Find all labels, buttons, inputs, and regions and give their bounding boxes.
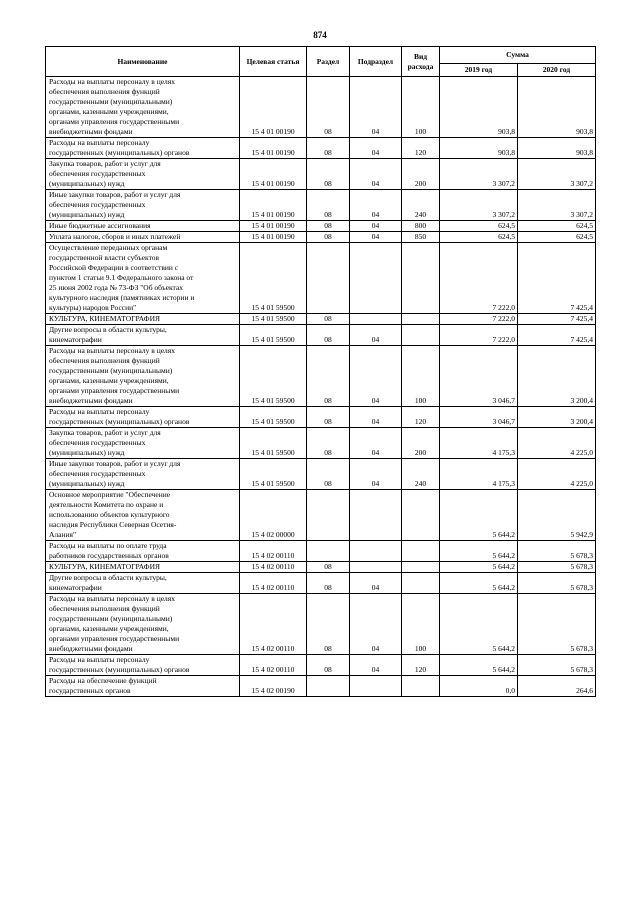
row-sum-2020: 4 225,0 — [518, 428, 596, 459]
row-sum-2020: 5 678,3 — [518, 562, 596, 573]
row-name: Расходы на выплаты по оплате труда работников государственных органов — [46, 541, 240, 562]
row-expense-type: 200 — [402, 428, 440, 459]
row-name: КУЛЬТУРА, КИНЕМАТОГРАФИЯ — [46, 562, 240, 573]
header-expense-type: Вид расхода — [402, 47, 440, 77]
row-sum-2020: 264,6 — [518, 676, 596, 697]
row-subsection: 04 — [350, 138, 402, 159]
row-expense-type: 100 — [402, 594, 440, 655]
row-expense-type: 100 — [402, 77, 440, 138]
table-row — [46, 314, 596, 325]
row-expense-type: 800 — [402, 221, 440, 232]
row-subsection: 04 — [350, 407, 402, 428]
row-subsection — [350, 243, 402, 314]
row-sum-2019: 3 307,2 — [440, 190, 518, 221]
header-sum: Сумма — [440, 47, 596, 64]
row-sum-2019: 5 644,2 — [440, 490, 518, 541]
row-sum-2020: 624,5 — [518, 221, 596, 232]
row-name: КУЛЬТУРА, КИНЕМАТОГРАФИЯ — [46, 314, 240, 325]
row-target: 15 4 02 00000 — [240, 490, 307, 541]
row-name: Расходы на выплаты персоналу государственных (муниципальных) органов — [46, 138, 240, 159]
row-sum-2020: 7 425,4 — [518, 243, 596, 314]
header-year-2019: 2019 год — [440, 64, 518, 77]
row-target: 15 4 01 00190 — [240, 190, 307, 221]
row-subsection: 04 — [350, 459, 402, 490]
row-sum-2019: 5 644,2 — [440, 541, 518, 562]
row-expense-type — [402, 243, 440, 314]
row-section: 08 — [307, 655, 350, 676]
row-name: Другие вопросы в области культуры, кинематографии — [46, 573, 240, 594]
row-subsection: 04 — [350, 159, 402, 190]
row-sum-2019: 0,0 — [440, 676, 518, 697]
row-sum-2019: 624,5 — [440, 221, 518, 232]
row-sum-2019: 903,8 — [440, 138, 518, 159]
row-expense-type — [402, 314, 440, 325]
row-section — [307, 243, 350, 314]
table-row — [46, 138, 596, 159]
row-subsection — [350, 490, 402, 541]
row-section: 08 — [307, 594, 350, 655]
row-sum-2019: 7 222,0 — [440, 325, 518, 346]
table-row — [46, 428, 596, 459]
row-section: 08 — [307, 77, 350, 138]
row-subsection: 04 — [350, 655, 402, 676]
table-row — [46, 541, 596, 562]
row-target: 15 4 01 59500 — [240, 459, 307, 490]
table-row — [46, 676, 596, 697]
row-name: Другие вопросы в области культуры, кинематографии — [46, 325, 240, 346]
row-section: 08 — [307, 314, 350, 325]
table-row — [46, 655, 596, 676]
table-row — [46, 325, 596, 346]
row-subsection: 04 — [350, 232, 402, 243]
row-sum-2019: 624,5 — [440, 232, 518, 243]
row-subsection: 04 — [350, 190, 402, 221]
row-section: 08 — [307, 325, 350, 346]
row-expense-type: 100 — [402, 346, 440, 407]
header-target: Целевая статья — [240, 47, 307, 77]
row-expense-type — [402, 562, 440, 573]
header-name: Наименование — [46, 47, 240, 77]
table-row — [46, 594, 596, 655]
row-target: 15 4 02 00110 — [240, 562, 307, 573]
row-subsection — [350, 676, 402, 697]
row-section — [307, 676, 350, 697]
header-section: Раздел — [307, 47, 350, 77]
row-target: 15 4 02 00190 — [240, 676, 307, 697]
table-row — [46, 243, 596, 314]
row-expense-type — [402, 325, 440, 346]
row-target: 15 4 01 00190 — [240, 138, 307, 159]
row-name: Иные бюджетные ассигнования — [46, 221, 240, 232]
table-row — [46, 459, 596, 490]
row-subsection: 04 — [350, 77, 402, 138]
row-sum-2019: 7 222,0 — [440, 243, 518, 314]
row-expense-type: 200 — [402, 159, 440, 190]
row-sum-2020: 5 678,3 — [518, 655, 596, 676]
row-section: 08 — [307, 159, 350, 190]
row-section: 08 — [307, 573, 350, 594]
table-row — [46, 159, 596, 190]
row-section: 08 — [307, 232, 350, 243]
row-expense-type: 120 — [402, 407, 440, 428]
row-name: Расходы на выплаты персоналу в целях обеспечения выполнения функций государственными (муниципальными) органами, казенными учреждениями, органами управления государственными внебюджетными фондами — [46, 594, 240, 655]
row-sum-2019: 4 175,3 — [440, 459, 518, 490]
row-name: Расходы на выплаты персоналу государственных (муниципальных) органов — [46, 655, 240, 676]
row-sum-2019: 3 046,7 — [440, 346, 518, 407]
row-sum-2020: 3 307,2 — [518, 159, 596, 190]
table-row — [46, 562, 596, 573]
row-expense-type: 850 — [402, 232, 440, 243]
table-row — [46, 190, 596, 221]
row-sum-2019: 903,8 — [440, 77, 518, 138]
table-row — [46, 346, 596, 407]
row-sum-2020: 5 678,3 — [518, 573, 596, 594]
row-target: 15 4 01 00190 — [240, 221, 307, 232]
row-sum-2019: 5 644,2 — [440, 573, 518, 594]
row-section: 08 — [307, 221, 350, 232]
table-row — [46, 221, 596, 232]
row-expense-type: 120 — [402, 138, 440, 159]
row-section — [307, 541, 350, 562]
table-row — [46, 407, 596, 428]
row-name: Иные закупки товаров, работ и услуг для обеспечения государственных (муниципальных) нужд — [46, 459, 240, 490]
row-sum-2020: 7 425,4 — [518, 314, 596, 325]
row-target: 15 4 02 00110 — [240, 541, 307, 562]
row-name: Расходы на обеспечение функций государственных органов — [46, 676, 240, 697]
row-expense-type: 240 — [402, 459, 440, 490]
row-subsection — [350, 562, 402, 573]
page-number: 874 — [313, 30, 327, 40]
header-year-2020: 2020 год — [518, 64, 596, 77]
row-expense-type: 240 — [402, 190, 440, 221]
row-section: 08 — [307, 562, 350, 573]
row-target: 15 4 01 59500 — [240, 314, 307, 325]
row-section: 08 — [307, 428, 350, 459]
row-sum-2020: 3 200,4 — [518, 346, 596, 407]
row-target: 15 4 01 59500 — [240, 243, 307, 314]
row-target: 15 4 01 00190 — [240, 77, 307, 138]
row-name: Закупка товаров, работ и услуг для обеспечения государственных (муниципальных) нужд — [46, 159, 240, 190]
row-name: Осуществление переданных органам государственной власти субъектов Российской Федерации в соответствии с пунктом 1 статьи 9.1 Федерального закона от 25 июня 2002 года № 73-ФЗ "Об объектах культурного наследия (памятниках истории и культуры) народов России" — [46, 243, 240, 314]
budget-table — [45, 46, 596, 697]
row-target: 15 4 02 00110 — [240, 573, 307, 594]
table-row — [46, 573, 596, 594]
row-sum-2020: 5 678,3 — [518, 594, 596, 655]
row-sum-2019: 3 307,2 — [440, 159, 518, 190]
row-section — [307, 490, 350, 541]
row-name: Расходы на выплаты персоналу в целях обеспечения выполнения функций государственными (муниципальными) органами, казенными учреждениями, органами управления государственными внебюджетными фондами — [46, 346, 240, 407]
row-name: Иные закупки товаров, работ и услуг для обеспечения государственных (муниципальных) нужд — [46, 190, 240, 221]
row-name: Уплата налогов, сборов и иных платежей — [46, 232, 240, 243]
row-name: Расходы на выплаты персоналу в целях обеспечения выполнения функций государственными (муниципальными) органами, казенными учреждениями, органами управления государственными внебюджетными фондами — [46, 77, 240, 138]
row-target: 15 4 01 00190 — [240, 159, 307, 190]
row-name: Расходы на выплаты персоналу государственных (муниципальных) органов — [46, 407, 240, 428]
row-sum-2020: 3 307,2 — [518, 190, 596, 221]
row-expense-type — [402, 573, 440, 594]
row-target: 15 4 01 59500 — [240, 346, 307, 407]
row-target: 15 4 01 59500 — [240, 407, 307, 428]
row-subsection: 04 — [350, 428, 402, 459]
row-sum-2019: 5 644,2 — [440, 562, 518, 573]
row-target: 15 4 01 59500 — [240, 428, 307, 459]
row-name: Основное мероприятие "Обеспечение деятельности Комитета по охране и использованию объектов культурного наследия Республики Северная Осетия- Алания" — [46, 490, 240, 541]
table-row — [46, 232, 596, 243]
row-sum-2020: 5 678,3 — [518, 541, 596, 562]
row-subsection — [350, 314, 402, 325]
row-sum-2019: 3 046,7 — [440, 407, 518, 428]
row-expense-type — [402, 676, 440, 697]
row-subsection: 04 — [350, 573, 402, 594]
row-name: Закупка товаров, работ и услуг для обеспечения государственных (муниципальных) нужд — [46, 428, 240, 459]
row-subsection: 04 — [350, 594, 402, 655]
row-sum-2020: 903,8 — [518, 138, 596, 159]
row-sum-2019: 5 644,2 — [440, 655, 518, 676]
row-subsection: 04 — [350, 346, 402, 407]
row-target: 15 4 01 59500 — [240, 325, 307, 346]
row-expense-type — [402, 541, 440, 562]
row-sum-2019: 5 644,2 — [440, 594, 518, 655]
row-target: 15 4 01 00190 — [240, 232, 307, 243]
table-row — [46, 77, 596, 138]
row-section: 08 — [307, 346, 350, 407]
table-row — [46, 490, 596, 541]
header-subsection: Подраздел — [350, 47, 402, 77]
row-sum-2020: 7 425,4 — [518, 325, 596, 346]
row-sum-2020: 624,5 — [518, 232, 596, 243]
row-section: 08 — [307, 459, 350, 490]
row-sum-2019: 4 175,3 — [440, 428, 518, 459]
row-sum-2020: 3 200,4 — [518, 407, 596, 428]
row-section: 08 — [307, 407, 350, 428]
row-expense-type: 120 — [402, 655, 440, 676]
row-expense-type — [402, 490, 440, 541]
row-sum-2020: 5 942,9 — [518, 490, 596, 541]
row-target: 15 4 02 00110 — [240, 655, 307, 676]
row-subsection — [350, 541, 402, 562]
row-subsection: 04 — [350, 325, 402, 346]
row-section: 08 — [307, 190, 350, 221]
row-section: 08 — [307, 138, 350, 159]
row-subsection: 04 — [350, 221, 402, 232]
row-sum-2019: 7 222,0 — [440, 314, 518, 325]
row-target: 15 4 02 00110 — [240, 594, 307, 655]
row-sum-2020: 4 225,0 — [518, 459, 596, 490]
row-sum-2020: 903,8 — [518, 77, 596, 138]
